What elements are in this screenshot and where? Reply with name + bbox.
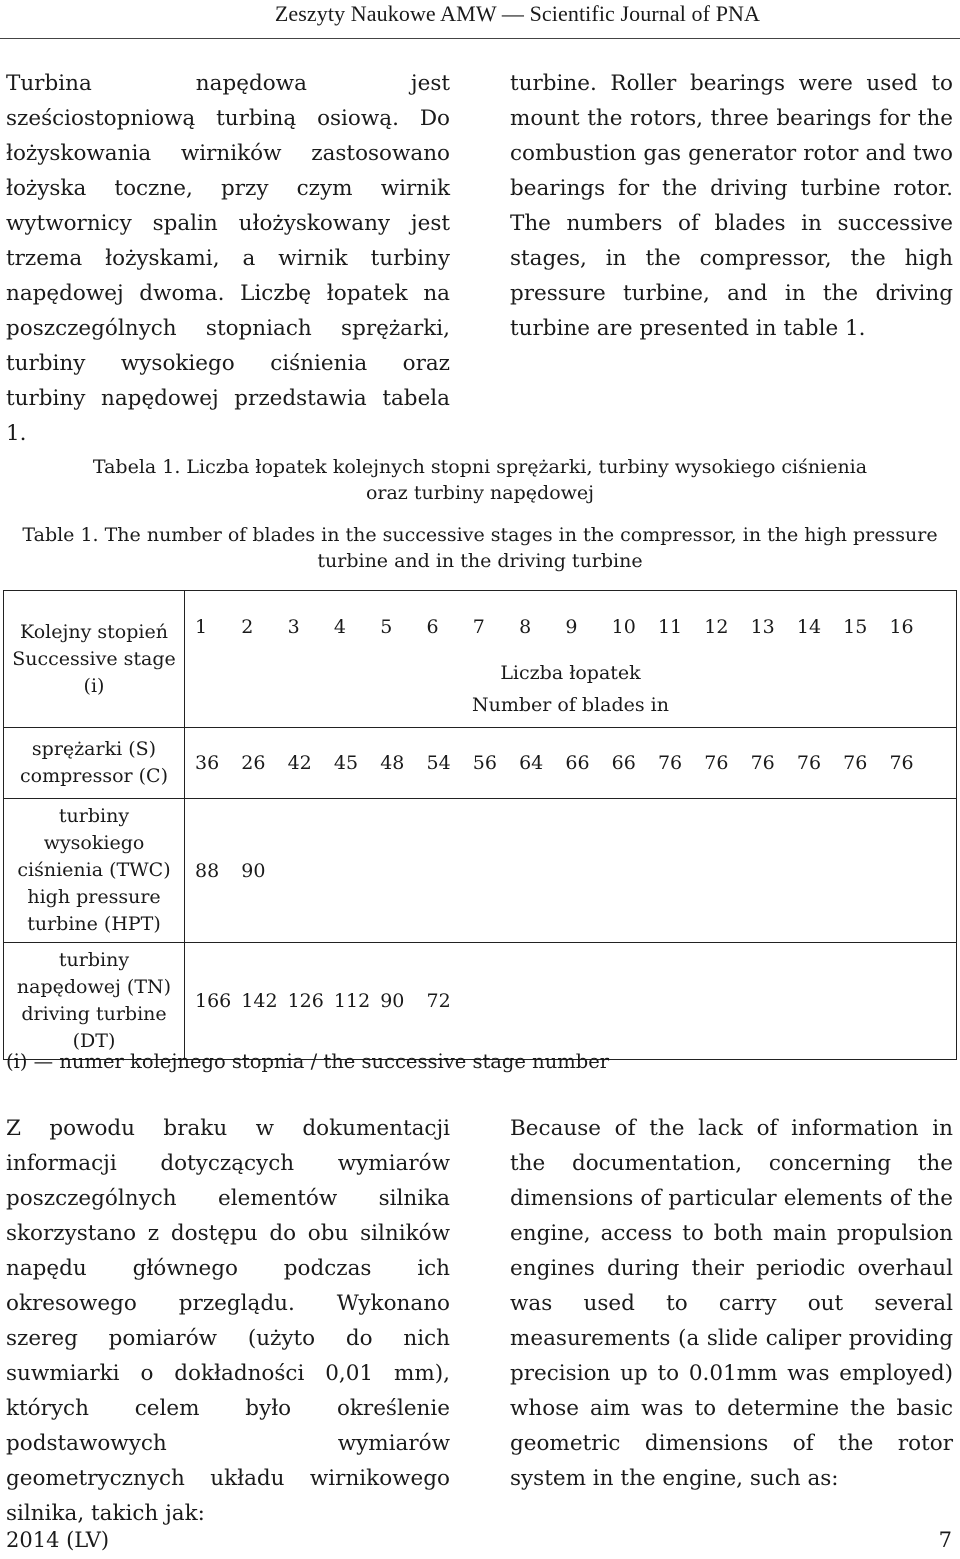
table-caption-polish: [0, 454, 960, 506]
english-text-top: turbine. Roller bearings were used to mount the rotors, three bearings for the combustion gas generator rotor and two bearings for the driving turbine rotor. The numbers of blades in successive stages, in the compressor, the high pressure turbine, and in the driving turbine are presented in table 1.: [510, 71, 953, 341]
table-cell: 10: [611, 616, 636, 638]
row-label-line: wysokiego: [43, 832, 145, 854]
row-label-line: compressor (C): [19, 765, 168, 787]
english-paragraph-top: [510, 66, 953, 346]
table-row: [4, 728, 957, 799]
table-cell: 72: [426, 990, 451, 1012]
page-header: [0, 0, 960, 39]
row-label-line: (DT): [72, 1030, 116, 1052]
row-label-line: ciśnienia (TWC): [17, 859, 171, 881]
blades-label-pl: Liczba łopatek: [500, 662, 641, 684]
caption-pl-line1: Tabela 1. Liczba łopatek kolejnych stopni sprężarki, turbiny wysokiego ciśnienia: [92, 456, 868, 478]
table-cell: 112: [333, 990, 371, 1012]
table-cell: 13: [750, 616, 775, 638]
table-cell: 5: [380, 616, 393, 638]
blades-subheader: [185, 657, 956, 721]
table-cell: 12: [704, 616, 729, 638]
table-cell: 2: [241, 616, 254, 638]
table-cell: 14: [796, 616, 822, 638]
table-cell: 166: [195, 990, 232, 1012]
table-cell: 56: [472, 752, 497, 774]
row-label-line: turbiny: [58, 949, 130, 971]
table-cell: 76: [704, 752, 729, 774]
polish-paragraph-bottom: [6, 1111, 450, 1531]
row-label-line: driving turbine: [21, 1003, 167, 1025]
table-row: [4, 943, 957, 1060]
table-cell: 42: [287, 752, 312, 774]
polish-text-top: Turbina napędowa jest sześciostopniową turbiną osiową. Do łożyskowania wirników zastosowano łożyska toczne, przy czym wirnik wytwornicy spalin ułożyskowany jest trzema łożyskami, a wirnik turbiny napędowej dwoma. Liczbę łopatek na poszczególnych stopniach sprężarki, turbiny wysokiego ciśnienia oraz turbiny napędowej przedstawia tabela 1.: [6, 71, 450, 446]
row-label-line: sprężarki (S): [31, 738, 157, 760]
english-text-bottom: Because of the lack of information in the documentation, concerning the dimensions of particular elements of the engine, access to both main propulsion engines during their periodic overhaul was used to carry out several measurements (a slide caliper providing precision up to 0.01mm was employed) whose aim was to determine the basic geometric dimensions of the rotor system in the engine, such as:: [510, 1116, 953, 1491]
driving-values: [185, 990, 956, 1012]
table-cell: 36: [195, 752, 220, 774]
row-values-compressor: [185, 728, 957, 799]
row-label-compressor: [4, 728, 185, 799]
table-cell: 15: [843, 616, 868, 638]
table-cell: 88: [195, 859, 220, 882]
table-cell: 76: [843, 752, 868, 774]
issue-number: 2014 (LV): [6, 1528, 110, 1552]
table-cell: 90: [380, 990, 405, 1012]
row-label-line: turbiny: [58, 805, 130, 827]
stage-header-i: (i): [83, 674, 105, 697]
compressor-values: [185, 752, 956, 774]
table-cell: 16: [889, 616, 914, 638]
table-cell: 142: [241, 990, 278, 1012]
table-cell: 1: [195, 616, 208, 638]
table-cell: 64: [519, 752, 544, 774]
polish-text-bottom: Z powodu braku w dokumentacji informacji dotyczących wymiarów poszczególnych elementów silnika skorzystano z dostępu do obu silników napędu głównego podczas ich okresowego przeglądu. Wykonano szereg pomiarów (użyto do nich suwmiarki o dokładności 0,01 mm), których celem było określenie podstawowych wymiarów geometrycznych układu wirnikowego silnika, takich jak:: [6, 1116, 450, 1526]
caption-en-line1: Table 1. The number of blades in the successive stages in the compressor, in the high pressure: [22, 524, 938, 546]
row-label-line: high pressure: [27, 886, 161, 908]
blades-label-en: Number of blades in: [472, 694, 669, 716]
row-label-line: napędowej (TN): [16, 976, 172, 998]
table-cell: 90: [241, 859, 266, 882]
page-number: 7: [938, 1528, 952, 1552]
caption-pl-line2: oraz turbiny napędowej: [365, 482, 595, 504]
table-cell: 66: [611, 752, 636, 774]
table-cell: 11: [657, 616, 683, 638]
table-cell: 66: [565, 752, 590, 774]
row-label-hpt: [4, 799, 185, 943]
polish-paragraph-top: [6, 66, 450, 451]
row-values-hpt: [185, 799, 957, 943]
table-cell: 6: [426, 616, 439, 638]
table-cell: 3: [287, 616, 300, 638]
row-label-driving: [4, 943, 185, 1060]
caption-en-line2: turbine and in the driving turbine: [317, 550, 643, 572]
table-cell: 45: [333, 752, 359, 774]
journal-title: Zeszyty Naukowe AMW — Scientific Journal of PNA: [274, 1, 760, 26]
stage-numbers: [185, 597, 956, 657]
table-cell: 9: [565, 616, 578, 638]
english-paragraph-bottom: [510, 1111, 953, 1496]
hpt-values: [185, 860, 956, 882]
table-cell: 4: [333, 616, 346, 638]
row-values-driving: [185, 943, 957, 1060]
table-cell: 8: [519, 616, 532, 638]
table-cell: 54: [426, 752, 451, 774]
table-header-row: [4, 591, 957, 728]
stage-header-en: Successive stage: [12, 647, 176, 670]
table-cell: 48: [380, 752, 405, 774]
stage-header-cell: [4, 591, 185, 728]
stage-header-pl: Kolejny stopień: [20, 620, 168, 643]
table-cell: 76: [750, 752, 775, 774]
stage-numbers-cell: [185, 591, 957, 728]
table-footnote: (i) — numer kolejnego stopnia / the successive stage number: [6, 1050, 610, 1073]
table-cell: 76: [796, 752, 822, 774]
table-cell: 126: [287, 990, 324, 1012]
table-cell: 26: [241, 752, 266, 774]
blades-table: [3, 590, 957, 1060]
table-cell: 7: [472, 616, 485, 638]
table-cell: 76: [657, 752, 683, 774]
table-row: [4, 799, 957, 943]
table-cell: 76: [889, 752, 914, 774]
table-caption-english: [0, 522, 960, 574]
row-label-line: turbine (HPT): [27, 913, 161, 935]
